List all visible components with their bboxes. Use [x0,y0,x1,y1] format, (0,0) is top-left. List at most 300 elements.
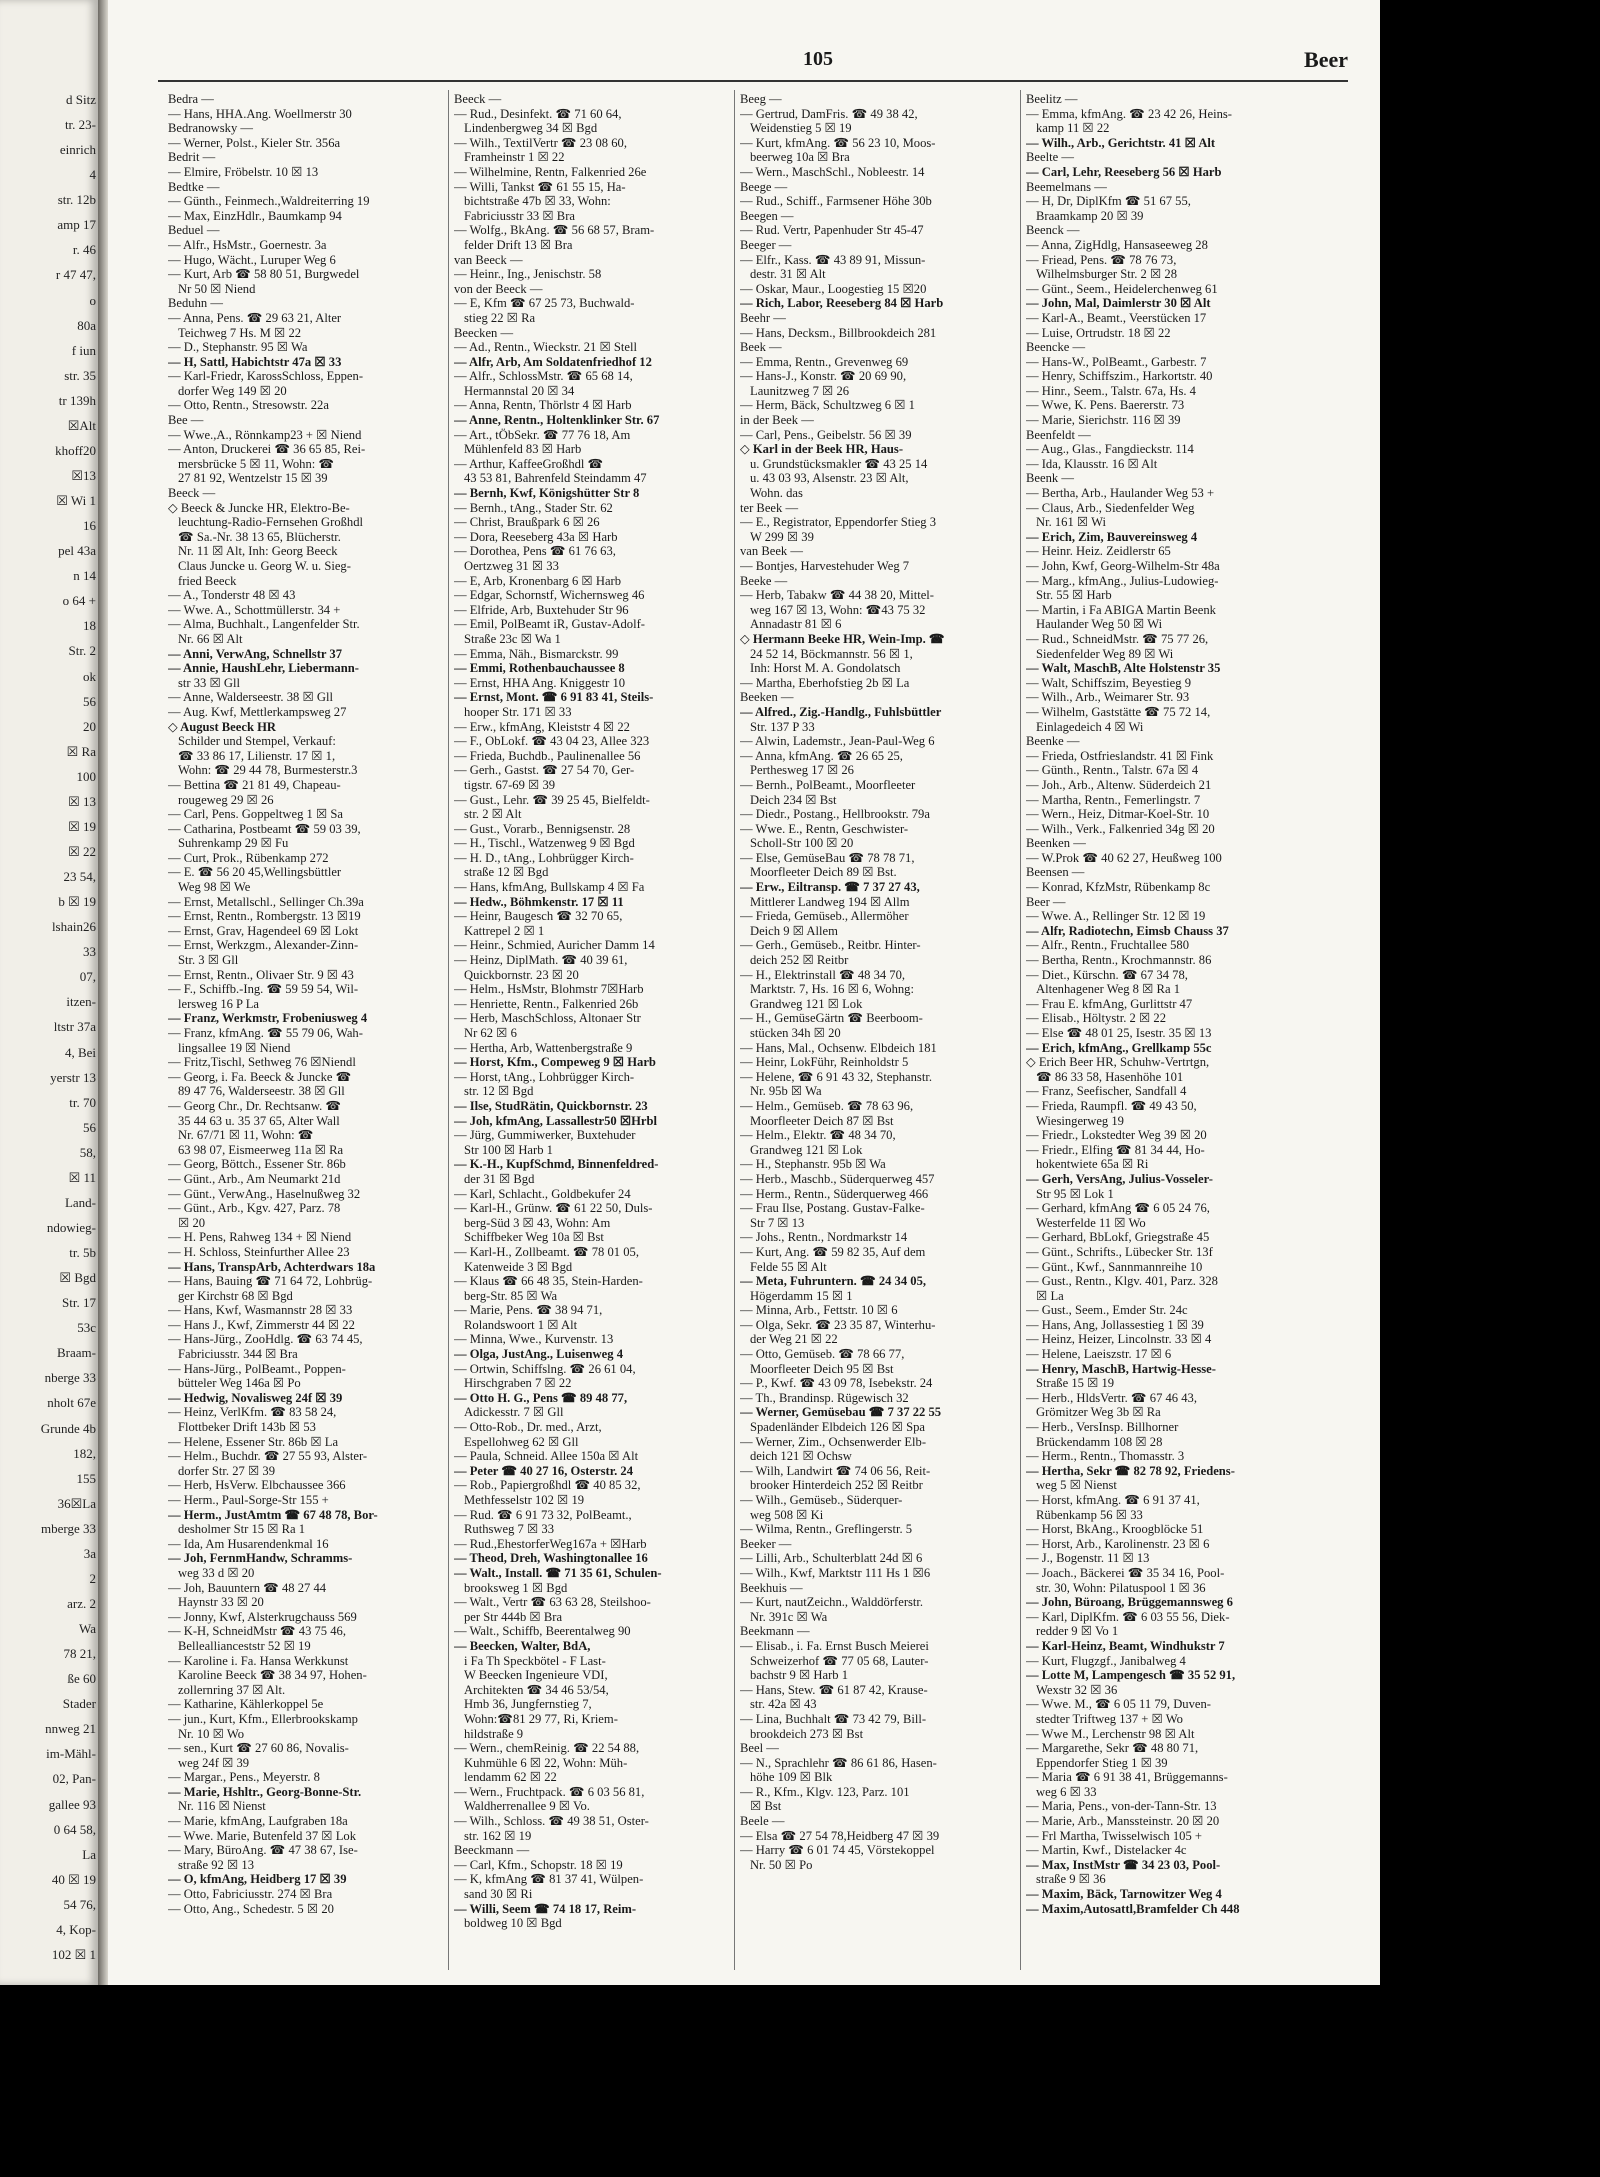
directory-entry: — A., Tonderstr 48 ☒ 43 [168,588,296,603]
directory-entry: — Olga, Sekr. ☎ 23 35 87, Winterhu- [740,1317,936,1332]
directory-entry: — Herm., Paul-Sorge-Str 155 + [168,1493,329,1507]
directory-entry: — Ernst, Metallschl., Sellinger Ch.39a [168,894,364,909]
surname-heading: Bee — [168,413,204,428]
directory-entry: — Wwe. A., Schottmüllerstr. 34 + [168,602,341,617]
directory-entry: Haulander Weg 50 ☒ Wi [1036,617,1163,632]
directory-entry: i Fa Th Speckbötel - F Last- [464,1653,606,1668]
directory-entry: — R., Kfm., Klgv. 123, Parz. 101 [740,1784,910,1799]
directory-entry: — Hans, Kwf, Wasmannstr 28 ☒ 33 [168,1303,353,1318]
directory-entry: — Frau Ilse, Postang. Gustav-Falke- [740,1201,925,1216]
previous-page-text-fragment: Str. 2 [68,643,96,659]
directory-entry: — Gerh., Gastst. ☎ 27 54 70, Ger- [454,763,635,778]
directory-entry: — Anne, Walderseestr. 38 ☒ Gll [168,690,333,705]
previous-page-text-fragment: ndowieg- [46,1220,96,1235]
directory-entry: — Helm., Elektr. ☎ 48 34 70, [740,1128,896,1143]
directory-entry: — Konrad, KfzMstr, Rübenkamp 8c [1026,880,1211,895]
directory-entry: berg-Süd 3 ☒ 43, Wohn: Am [464,1215,611,1230]
book-gutter [98,0,108,1985]
directory-entry: — Marie, Hshltr., Georg-Bonne-Str. [168,1784,362,1799]
column-divider [1020,90,1021,1970]
previous-page-text-fragment: f iun [71,342,96,358]
directory-entry: bachstr 9 ☒ Harb 1 [750,1668,849,1683]
directory-entry: — Wilh., Schloss. ☎ 49 38 51, Oster- [454,1814,649,1829]
directory-entry: kamp 11 ☒ 22 [1036,121,1110,136]
directory-entry: — Minna, Arb., Fettstr. 10 ☒ 6 [740,1303,898,1318]
directory-entry: — Erich, kfmAng., Grellkamp 55c [1026,1040,1212,1055]
directory-entry: — Meta, Fuhruntern. ☎ 24 34 05, [740,1274,927,1289]
directory-entry: Rolandswoort 1 ☒ Alt [464,1317,578,1332]
previous-page-text-fragment: 2 [89,1570,96,1586]
directory-entry: — Hans, kfmAng, Bullskamp 4 ☒ Fa [454,880,645,895]
directory-entry: — Hedw., Böhmkenstr. 17 ☒ 11 [454,894,624,909]
directory-entry: Str 100 ☒ Harb 1 [464,1142,553,1157]
directory-entry: — Horst, tAng., Lohbrügger Kirch- [454,1069,635,1084]
directory-entry: — Kurt, nautZeichn., Walddörferstr. [740,1595,924,1610]
previous-page-text-fragment: 78 21, [63,1646,96,1662]
directory-entry: — Lotte M, Lampengesch ☎ 35 52 91, [1026,1668,1236,1683]
previous-page-text-fragment: Str. 17 [62,1295,96,1311]
directory-entry: — Günth., Rentn., Talstr. 67a ☒ 4 [1026,763,1199,778]
directory-entry: str. 12 ☒ Bgd [464,1084,534,1099]
directory-entry: — Wolfg., BkAng. ☎ 56 68 57, Bram- [454,223,655,238]
previous-page-text-fragment: khoff20 [55,442,96,458]
directory-entry: — Wern., Fruchtpack. ☎ 6 03 56 81, [454,1784,645,1799]
directory-entry: — Frau E. kfmAng, Gurlittstr 47 [1026,996,1193,1011]
directory-entry: str 33 ☒ Gll [178,675,241,690]
directory-entry: — Helene, ☎ 6 91 43 32, Stephanstr. [740,1069,932,1084]
previous-page-text-fragment: 0 64 58, [53,1821,96,1837]
directory-entry: — Herb., HldsVertr. ☎ 67 46 43, [1026,1390,1197,1405]
surname-heading: Beegen — [740,208,794,223]
surname-heading: Beekhuis — [740,1580,803,1595]
directory-entry: — H., Stephanstr. 95b ☒ Wa [740,1157,886,1172]
directory-entry: — Dorothea, Pens ☎ 61 76 63, [454,544,616,559]
directory-entry: — H., Elektrinstall ☎ 48 34 70, [740,967,906,982]
previous-page-text-fragment: 23 54, [63,869,96,885]
directory-entry: — Günt., VerwAng., Haselnußweg 32 [168,1186,361,1201]
surname-heading: Beeke — [740,573,788,588]
directory-entry: Wiesingerweg 19 [1036,1113,1124,1128]
previous-page-text-fragment: 58, [79,1144,96,1160]
surname-heading: Beduhn — [168,296,223,311]
directory-entry: — Carl, Pens., Geibelstr. 56 ☒ 39 [740,427,912,442]
directory-entry: Fabriciusstr 33 ☒ Bra [464,208,575,223]
directory-entry: — Ernst, Rentn., Rombergstr. 13 ☒19 [168,909,361,924]
directory-entry: — Bettina ☎ 21 81 49, Chapeau- [168,777,341,792]
directory-entry: lersweg 16 P La [178,996,260,1011]
directory-entry: Einlagedeich 4 ☒ Wi [1036,719,1144,734]
directory-entry: Teichweg 7 Hs. M ☒ 22 [178,325,302,340]
surname-heading: Beenke — [1026,734,1080,749]
previous-page-edge [0,0,98,1985]
directory-entry: — Peter ☎ 40 27 16, Osterstr. 24 [454,1463,634,1478]
directory-entry: — Maria ☎ 6 91 38 41, Brüggemanns- [1026,1770,1228,1785]
directory-entry: — Hertha, Sekr ☎ 82 78 92, Friedens- [1026,1463,1235,1478]
directory-entry: 24 52 14, Böckmannstr. 56 ☒ 1, [750,646,913,661]
directory-entry: — Walt., Install. ☎ 71 35 61, Schulen- [454,1565,662,1580]
surname-heading: Beeken — [740,690,794,705]
directory-entry: — Fritz,Tischl, Sethweg 76 ☒Niendl [168,1055,356,1070]
surname-heading: Beenck — [1026,223,1080,238]
directory-entry: — Maxim, Bäck, Tarnowitzer Weg 4 [1026,1887,1222,1902]
directory-entry: — D., Stephanstr. 95 ☒ Wa [168,340,308,355]
directory-entry: Braamkamp 20 ☒ 39 [1036,208,1144,223]
directory-entry: — Helm., Buchdr. ☎ 27 55 93, Alster- [168,1449,368,1464]
directory-entry: — Wwe. A., Rellinger Str. 12 ☒ 19 [1026,909,1206,924]
directory-entry: Adickesstr. 7 ☒ Gll [464,1405,564,1420]
previous-page-text-fragment: ☒ Bgd [59,1270,96,1286]
directory-entry: — Rud. Vertr, Papenhuder Str 45-47 [740,223,924,238]
directory-entry: — Gerh., Gemüseb., Reitbr. Hinter- [740,938,921,953]
directory-entry: — Kurt, Flugzgf., Janibalweg 4 [1026,1653,1186,1668]
directory-entry: Moorfleeter Deich 95 ☒ Bst [750,1361,894,1376]
directory-entry: dorfer Weg 149 ☒ 20 [178,383,287,398]
directory-entry: — Karl, DiplKfm. ☎ 6 03 55 56, Diek- [1026,1609,1230,1624]
previous-page-text-fragment: Land- [64,1194,96,1210]
directory-entry: — Ad., Rentn., Wieckstr. 21 ☒ Stell [454,340,638,355]
directory-entry: — E, Arb, Kronenbarg 6 ☒ Harb [454,573,622,588]
directory-entry: Str 7 ☒ 13 [750,1215,805,1230]
directory-entry: — Karoline i. Fa. Hansa Werkkunst [168,1653,349,1668]
directory-entry: — Theod, Dreh, Washingtonallee 16 [454,1551,648,1566]
directory-entry: ◇ Hermann Beeke HR, Wein-Imp. ☎ [740,631,945,646]
directory-entry: — John, Mal, Daimlerstr 30 ☒ Alt [1026,296,1211,311]
directory-entry: weg 508 ☒ Ki [750,1507,824,1522]
directory-entry: Architekten ☎ 34 46 53/54, [464,1682,609,1697]
previous-page-text-fragment: ☒ Ra [66,743,96,759]
directory-entry: — Heinz, Heizer, Lincolnstr. 33 ☒ 4 [1026,1332,1212,1347]
surname-heading: Beenken — [1026,836,1086,851]
directory-entry: — Rud.,EhestorferWeg167a + ☒Harb [454,1536,647,1551]
directory-entry: — Georg, i. Fa. Beeck & Juncke ☎ [168,1069,352,1084]
directory-entry: — Bernh, Kwf, Königshütter Str 8 [454,486,640,501]
directory-entry: — F., ObLokf. ☎ 43 04 23, Allee 323 [454,734,650,749]
directory-entry: — Lina, Buchhalt ☎ 73 42 79, Bill- [740,1711,927,1726]
directory-entry: — Olga, JustAng., Luisenweg 4 [454,1347,623,1362]
directory-entry: ◇ Beeck & Juncke HR, Elektro-Be- [168,500,350,515]
directory-entry: der 31 ☒ Bgd [464,1171,535,1186]
directory-entry: — Werner, Gemüsebau ☎ 7 37 22 55 [740,1405,942,1420]
directory-entry: Fabriciusstr. 344 ☒ Bra [178,1347,298,1362]
directory-entry: — Friedr., Lokstedter Weg 39 ☒ 20 [1026,1128,1207,1143]
directory-entry: — Hans, Ang, Jollassestieg 1 ☒ 39 [1026,1317,1204,1332]
directory-entry: — Rich, Labor, Reeseberg 84 ☒ Harb [740,296,944,311]
directory-entry: — Carl, Lehr, Reeseberg 56 ☒ Harb [1026,164,1222,179]
directory-entry: Straße 15 ☒ 19 [1036,1376,1115,1391]
directory-entry: Wexstr 32 ☒ 36 [1036,1682,1118,1697]
directory-entry: — Gerhard, BbLokf, Griegstraße 45 [1026,1230,1210,1245]
directory-entry: Nr 62 ☒ 6 [464,1026,517,1040]
directory-entry: Kuhmühle 6 ☒ 22, Wohn: Müh- [464,1755,628,1770]
previous-page-text-fragment: 56 [83,693,96,709]
directory-entry: Spadenländer Elbdeich 126 ☒ Spa [750,1420,925,1435]
directory-entry: Nr. 116 ☒ Nienst [178,1799,266,1814]
surname-heading: Bedrit — [168,150,216,165]
directory-entry: Mühlenfeld 83 ☒ Harb [464,442,582,457]
directory-entry: — Diedr., Postang., Hellbrookstr. 79a [740,807,930,822]
directory-entry: — Marie, Pens. ☎ 38 94 71, [454,1303,603,1318]
directory-entry: felder Drift 13 ☒ Bra [464,237,573,252]
directory-entry: — Hans, Stew. ☎ 61 87 42, Krause- [740,1682,928,1697]
directory-entry: — Horst, kfmAng. ☎ 6 91 37 41, [1026,1493,1200,1507]
directory-entry: — Klaus ☎ 66 48 35, Stein-Harden- [454,1274,643,1289]
directory-entry: Nr. 10 ☒ Wo [178,1726,245,1741]
previous-page-text-fragment: einrich [59,142,96,158]
directory-entry: — Anni, VerwAng, Schnellstr 37 [168,646,343,661]
directory-entry: — Gust., Vorarb., Bennigsenstr. 28 [454,821,631,836]
directory-entry: Perthesweg 17 ☒ 26 [750,763,854,778]
column-divider [734,90,735,1970]
directory-entry: — John, Kwf, Georg-Wilhelm-Str 48a [1026,559,1220,573]
directory-entry: Eppendorfer Stieg 1 ☒ 39 [1036,1755,1168,1770]
directory-entry: — Hans J., Kwf, Zimmerstr 44 ☒ 22 [168,1317,355,1332]
directory-entry: — Marg., kfmAng., Julius-Ludowieg- [1026,573,1219,588]
previous-page-text-fragment: tr. 5b [69,1245,96,1261]
directory-entry: — Hans, Mal., Ochsenw. Elbdeich 181 [740,1040,937,1055]
directory-entry: Scholl-Str 100 ☒ 20 [750,836,854,851]
previous-page-text-fragment: str. 12b [57,192,96,208]
directory-entry: straße 12 ☒ Bgd [464,865,549,880]
directory-entry: — Gust., Rentn., Klgv. 401, Parz. 328 [1026,1274,1218,1289]
directory-entry: Straße 23c ☒ Wa 1 [464,631,561,646]
previous-page-text-fragment: mberge 33 [41,1520,96,1536]
directory-entry: — Otto, Fabriciusstr. 274 ☒ Bra [168,1887,333,1902]
surname-heading: Bedra — [168,92,214,106]
directory-entry: Deich 9 ☒ Allem [750,923,838,938]
directory-entry: — Horst, Arb., Karolinenstr. 23 ☒ 6 [1026,1536,1210,1551]
directory-entry: Moorfleeter Deich 87 ☒ Bst [750,1113,894,1128]
directory-entry: — Emma, kfmAng. ☎ 23 42 26, Heins- [1026,106,1232,121]
directory-entry: str. 42a ☒ 43 [750,1697,817,1712]
directory-entry: leuchtung-Radio-Fernsehen Großhdl [178,515,364,530]
directory-entry: — Werner, Polst., Kieler Str. 356a [168,135,341,150]
directory-entry: stedter Triftweg 137 + ☒ Wo [1036,1711,1183,1726]
directory-entry: — Rud. ☎ 6 91 73 32, PolBeamt., [454,1507,632,1522]
directory-entry: — Aug. Kwf, Mettlerkampsweg 27 [168,704,347,719]
directory-entry: Grandweg 121 ☒ Lok [750,1142,863,1157]
directory-entry: — Wern., MaschSchl., Nobleestr. 14 [740,164,925,179]
directory-entry: — Erw., Eiltransp. ☎ 7 37 27 43, [740,880,920,895]
directory-entry: — Kurt, kfmAng. ☎ 56 23 10, Moos- [740,135,936,150]
directory-entry: — Alfr, Arb, Am Soldatenfriedhof 12 [454,354,652,369]
directory-entry: — Beecken, Walter, BdA, [454,1638,591,1653]
directory-entry: Haynstr 33 ☒ 20 [178,1595,264,1610]
previous-page-text-fragment: nberge 33 [44,1370,96,1386]
directory-entry: ☒ Bst [750,1799,782,1814]
previous-page-text-fragment: 102 ☒ 1 [51,1946,96,1962]
directory-entry: — Alfr, Radiotechn, Eimsb Chauss 37 [1026,923,1229,938]
directory-entry: — Werner, Zim., Ochsenwerder Elb- [740,1434,927,1449]
directory-entry: Nr. 67/71 ☒ 11, Wohn: ☎ [178,1128,314,1143]
directory-entry: Espellohweg 62 ☒ Gll [464,1434,579,1449]
directory-entry: — Bertha, Arb., Haulander Weg 53 + [1026,486,1215,501]
directory-entry: — O, kfmAng, Heidberg 17 ☒ 39 [168,1872,347,1887]
surname-heading: Beer — [1026,894,1066,909]
directory-entry: Westerfelde 11 ☒ Wo [1036,1215,1146,1230]
surname-heading: Beenk — [1026,471,1074,486]
previous-page-text-fragment: 4 [89,167,96,183]
previous-page-text-fragment: im-Mähl- [46,1746,96,1762]
directory-entry: — Gust., Lehr. ☎ 39 25 45, Bielfeldt- [454,792,650,807]
directory-entry: — Oskar, Maur., Loogestieg 15 ☒20 [740,281,927,296]
directory-entry: 63 98 07, Eismeerweg 11a ☒ Ra [178,1142,344,1157]
directory-entry: — Ernst, Rentn., Olivaer Str. 9 ☒ 43 [168,967,354,982]
directory-entry: — Karl-Heinz, Beamt, Windhukstr 7 [1026,1638,1225,1653]
directory-entry: lendamm 62 ☒ 22 [464,1770,557,1785]
directory-entry: — K.-H., KupfSchmd, Binnenfeldred- [454,1157,659,1172]
directory-entry: — Willi, Tankst ☎ 61 55 15, Ha- [454,179,626,194]
directory-entry: sand 30 ☒ Ri [464,1887,533,1902]
directory-entry: — Henry, Schiffszim., Harkortstr. 40 [1026,369,1213,384]
directory-entry: beerweg 10a ☒ Bra [750,150,850,165]
directory-entry: Nr. 11 ☒ Alt, Inh: Georg Beeck [178,544,338,559]
previous-page-text-fragment: 100 [76,768,96,784]
directory-entry: weg 5 ☒ Nienst [1036,1478,1117,1493]
directory-entry: — Frieda, Ostfrieslandstr. 41 ☒ Fink [1026,748,1214,763]
directory-entry: — Rob., Papiergroßhdl ☎ 40 85 32, [454,1478,641,1493]
directory-entry: Hermannstal 20 ☒ 34 [464,383,575,398]
directory-entry: — Ernst, Werkzgm., Alexander-Zinn- [168,938,359,953]
directory-entry: — Bernh., tAng., Stader Str. 62 [454,500,613,515]
directory-entry: — Edgar, Schornstf, Wichernsweg 46 [454,588,645,603]
directory-entry: — Martin, Kwf., Distelacker 4c [1026,1843,1187,1858]
directory-entry: tigstr. 67-69 ☒ 39 [464,777,556,792]
directory-entry: — Walt., Vertr ☎ 63 63 28, Steilshoo- [454,1595,651,1610]
previous-page-text-fragment: 36☒La [57,1495,96,1511]
directory-entry: — Alfred., Zig.-Handlg., Fuhlsbüttler [740,704,942,719]
directory-entry: Mittlerer Landweg 194 ☒ Allm [750,894,910,909]
directory-entry: — Frieda, Gemüseb., Allermöher [740,909,909,924]
directory-entry: — Gust., Seem., Emder Str. 24c [1026,1303,1188,1318]
directory-entry: — Wilh., Verk., Falkenried 34g ☒ 20 [1026,821,1215,836]
directory-entry: — Carl, Kfm., Schopstr. 18 ☒ 19 [454,1857,623,1872]
directory-entry: — Emil, PolBeamt iR, Gustav-Adolf- [454,617,645,632]
directory-entry: Katenweide 3 ☒ Bgd [464,1259,573,1274]
directory-entry: — K, kfmAng ☎ 81 37 41, Wülpen- [454,1872,644,1887]
directory-entry: boldweg 10 ☒ Bgd [464,1916,562,1931]
directory-entry: bichtstraße 47b ☒ 33, Wohn: [464,194,611,209]
directory-entry: — Ernst, Grav, Hagendeel 69 ☒ Lokt [168,923,359,938]
directory-entry: höhe 109 ☒ Blk [750,1770,833,1785]
directory-entry: — W.Prok ☎ 40 62 27, Heußweg 100 [1026,850,1222,865]
previous-page-text-fragment: La [82,1846,96,1862]
previous-page-text-fragment: tr. 70 [69,1094,96,1110]
previous-page-text-fragment: nholt 67e [47,1395,96,1411]
previous-page-text-fragment: 20 [83,718,96,734]
directory-entry: — Maria, Pens., von-der-Tann-Str. 13 [1026,1799,1217,1814]
directory-entry: weg 24f ☒ 39 [178,1755,250,1770]
directory-entry: Claus Juncke u. Georg W. u. Sieg- [178,559,351,573]
directory-entry: — Wwe.,A., Rönnkamp23 + ☒ Niend [168,427,362,442]
directory-entry: dorfer Str. 27 ☒ 39 [178,1463,275,1478]
directory-entry: desholmer Str 15 ☒ Ra 1 [178,1522,306,1537]
directory-entry: brookdeich 273 ☒ Bst [750,1726,864,1741]
directory-entry: — Ilse, StudRätin, Quickbornstr. 23 [454,1098,648,1113]
directory-entry: — Elisab., i. Fa. Ernst Busch Meierei [740,1638,929,1653]
directory-entry: — Karl-H., Zollbeamt. ☎ 78 01 05, [454,1244,639,1259]
surname-heading: Beekmann — [740,1624,810,1639]
scan-background [0,1985,1600,2177]
surname-heading: Beecken — [454,325,514,340]
directory-entry: Brückendamm 108 ☒ 28 [1036,1434,1163,1449]
directory-entry: — Aug., Glas., Fangdieckstr. 114 [1026,442,1194,457]
directory-entry: — Günt., Seem., Heidelerchenweg 61 [1026,281,1218,296]
directory-entry: Altenhagener Weg 8 ☒ Ra 1 [1036,982,1180,997]
directory-entry: der Weg 21 ☒ 22 [750,1332,838,1347]
directory-entry: hooper Str. 171 ☒ 33 [464,704,572,719]
surname-heading: Beelitz — [1026,92,1078,106]
previous-page-text-fragment: 18 [83,618,96,634]
directory-entry: str. 2 ☒ Alt [464,807,522,822]
directory-entry: — Heinz, VerlKfm. ☎ 83 58 24, [168,1405,337,1420]
scan-background [1380,0,1600,2177]
directory-entry: Quickbornstr. 23 ☒ 20 [464,967,579,982]
directory-entry: Nr 50 ☒ Niend [178,281,256,296]
previous-page-text-fragment: ☒ 22 [68,844,96,859]
directory-entry: — Gerh, VersAng, Julius-Vosseler- [1026,1171,1213,1186]
directory-entry: — Max, EinzHdlr., Baumkamp 94 [168,208,342,223]
directory-entry: — Anna, ZigHdlg, Hansaseeweg 28 [1026,237,1208,252]
directory-entry: — Heinz, DiplMath. ☎ 40 39 61, [454,953,628,968]
previous-page-text-fragment: o 64 + [62,593,96,609]
directory-entry: per Str 444b ☒ Bra [464,1609,563,1624]
directory-entry: 27 81 92, Wentzelstr 15 ☒ 39 [178,471,328,486]
previous-page-text-fragment: 4, Bei [64,1044,96,1060]
directory-entry: — Franz, kfmAng. ☎ 55 79 06, Wah- [168,1026,363,1040]
previous-page-text-fragment: n 14 [73,568,96,584]
directory-entry: — Wilh., Kwf, Marktstr 111 Hs 1 ☒6 [740,1565,931,1580]
directory-entry: — Margar., Pens., Meyerstr. 8 [168,1770,320,1785]
surname-heading: Beel — [740,1741,779,1756]
directory-entry: — Wwe. Marie, Butenfeld 37 ☒ Lok [168,1828,357,1843]
surname-heading: van Beeck — [454,252,523,267]
directory-entry: — Hans-W., PolBeamt., Garbestr. 7 [1026,354,1207,369]
directory-entry: — E., Registrator, Eppendorfer Stieg 3 [740,515,937,530]
directory-entry: Nr. 161 ☒ Wi [1036,515,1107,530]
directory-entry: — Walt., Schiffb, Beerentalweg 90 [454,1624,631,1639]
directory-entry: — Wwe, K. Pens. Baererstr. 73 [1026,398,1185,413]
directory-entry: Deich 234 ☒ Bst [750,792,837,807]
directory-entry: — Günt., Schrifts., Lübecker Str. 13f [1026,1244,1213,1259]
directory-entry: Hirschgraben 7 ☒ 22 [464,1376,572,1391]
directory-entry: — Frl Martha, Twisselwisch 105 + [1026,1828,1202,1843]
directory-entry: Rübenkamp 56 ☒ 33 [1036,1507,1143,1522]
directory-entry: Hmb 36, Jungfernstieg 7, [464,1697,592,1712]
previous-page-text-fragment: ☒Alt [67,417,96,433]
surname-heading: in der Beek — [740,413,814,428]
directory-entry: — Franz, Werkmstr, Frobeniusweg 4 [168,1011,368,1026]
directory-entry: Wohn:☎81 29 77, Ri, Kriem- [464,1711,618,1726]
previous-page-text-fragment: itzen- [66,994,96,1010]
directory-entry: — N., Sprachlehr ☎ 86 61 86, Hasen- [740,1755,937,1770]
directory-entry: — Hugo, Wächt., Luruper Weg 6 [168,252,336,267]
directory-entry: — Karl, Schlacht., Goldbekufer 24 [454,1186,631,1201]
directory-page [108,0,1380,1985]
directory-entry: Moorfleeter Deich 89 ☒ Bst. [750,865,897,880]
surname-heading: Beek — [740,340,782,355]
directory-entry: — Alfr., Rentn., Fruchtallee 580 [1026,938,1189,953]
previous-page-text-fragment: ok [83,668,96,684]
previous-page-text-fragment: yerstr 13 [50,1069,96,1085]
directory-entry: — Wwe. E., Rentn, Geschwister- [740,821,909,836]
directory-entry: — Walt, MaschB, Alte Holstenstr 35 [1026,661,1221,676]
directory-entry: — Wilh., Arb., Weimarer Str. 93 [1026,690,1190,705]
previous-page-text-fragment: ☒ 13 [68,793,96,809]
directory-entry: ☒ La [1036,1288,1064,1303]
directory-entry: Waldherrenallee 9 ☒ Vo. [464,1799,590,1814]
directory-entry: Methfesselstr 102 ☒ 19 [464,1493,585,1507]
directory-entry: destr. 31 ☒ Alt [750,267,826,282]
